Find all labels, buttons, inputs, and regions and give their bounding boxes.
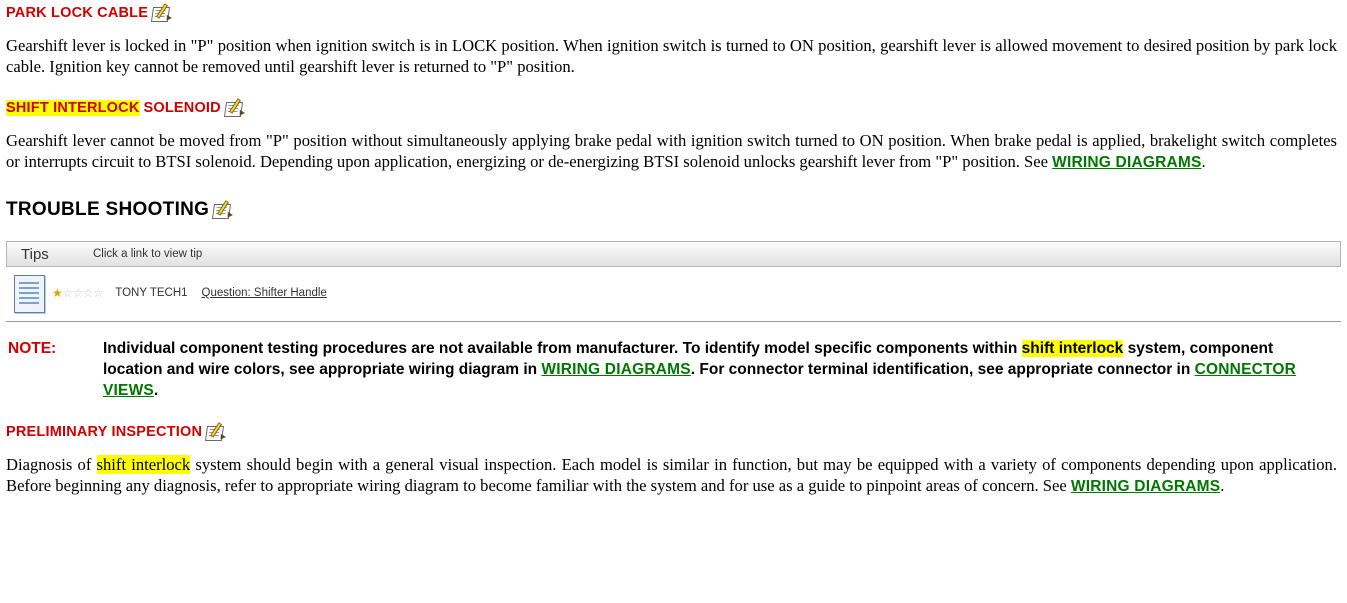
prelim-highlight-1: shift interlock bbox=[96, 455, 191, 474]
link-wiring-diagrams[interactable]: WIRING DIAGRAMS bbox=[1052, 153, 1202, 171]
heading-trouble-shooting-label: TROUBLE SHOOTING bbox=[6, 199, 210, 220]
note-text-1: Individual component testing procedures are not available from manufacturer. To identify model specific components within bbox=[103, 340, 1022, 357]
paragraph-park-lock-cable: Gearshift lever is locked in "P" position when ignition switch is in LOCK position. When ignition switch is turned to ON position, gearshift lever is allowed movement to desired position by park lock cable. Ignition key cannot be removed until gearshift lever is returned to "P" position. bbox=[6, 36, 1337, 76]
paragraph-shift-interlock-period: . bbox=[1201, 151, 1206, 171]
paragraph-shift-interlock-solenoid bbox=[0, 131, 1347, 173]
tip-rating-filled: ★ bbox=[52, 286, 63, 300]
prelim-text-3: . bbox=[1220, 475, 1225, 495]
heading-shift-interlock-highlight: SHIFT INTERLOCK bbox=[6, 100, 140, 116]
note-label: NOTE: bbox=[8, 340, 57, 357]
heading-trouble-shooting bbox=[0, 199, 1347, 221]
note-pencil-icon[interactable] bbox=[206, 423, 228, 441]
link-connector-views[interactable]: CONNECTOR VIEWS bbox=[103, 361, 1297, 399]
heading-preliminary-inspection-label: PRELIMINARY INSPECTION bbox=[6, 424, 203, 440]
heading-shift-interlock-solenoid bbox=[0, 99, 1347, 117]
tips-bar bbox=[6, 241, 1341, 267]
link-wiring-diagrams[interactable]: WIRING DIAGRAMS bbox=[1070, 477, 1221, 495]
note-text-3: . For connector terminal identification, see appropriate connector in bbox=[690, 361, 1195, 378]
note-block bbox=[0, 338, 1347, 401]
note-pencil-icon[interactable] bbox=[213, 201, 235, 219]
tip-rating-empty: ☆☆☆☆ bbox=[62, 286, 104, 300]
tip-question-link[interactable]: Question: Shifter Handle bbox=[201, 287, 327, 299]
tip-list-item[interactable] bbox=[0, 267, 1347, 319]
note-text-4: . bbox=[153, 382, 159, 399]
note-pencil-icon[interactable] bbox=[225, 99, 247, 117]
tips-title: Tips bbox=[21, 245, 49, 263]
heading-park-lock-cable-label: PARK LOCK CABLE bbox=[6, 5, 149, 21]
tips-hint: Click a link to view tip bbox=[93, 248, 203, 260]
link-wiring-diagrams[interactable]: WIRING DIAGRAMS bbox=[541, 361, 691, 378]
note-body bbox=[103, 338, 1347, 401]
note-text-2: system, component location and wire colors, see appropriate wiring diagram in bbox=[103, 340, 1274, 378]
heading-preliminary-inspection bbox=[0, 423, 1347, 441]
note-highlight-1: shift interlock bbox=[1021, 340, 1124, 357]
divider bbox=[6, 321, 1341, 322]
heading-shift-interlock-rest: SOLENOID bbox=[143, 100, 221, 116]
paragraph-preliminary-inspection bbox=[0, 455, 1347, 497]
heading-park-lock-cable bbox=[0, 0, 1347, 22]
tip-author: TONY TECH1 bbox=[115, 287, 188, 299]
document-icon bbox=[12, 273, 46, 313]
prelim-text-2: system should begin with a general visual inspection. Each model is similar in function, but may be equipped with a variety of components depending upon application. Before beginning any diagnosis, refer to appropriate wiring diagram to become familiar with the system and for use as a guide to pinpoint areas of concern. See bbox=[6, 455, 1338, 495]
prelim-text-1: Diagnosis of bbox=[6, 455, 97, 474]
paragraph-shift-interlock-text: Gearshift lever cannot be moved from "P" position without simultaneously applying brake pedal with ignition switch turned to ON position. When brake pedal is applied, brakelight switch completes or interrupts circuit to BTSI solenoid. Depending upon application, energizing or de-energizing BTSI solenoid unlocks gearshift lever from "P" position. See bbox=[6, 131, 1337, 171]
tip-rating bbox=[52, 286, 103, 300]
note-pencil-icon[interactable] bbox=[152, 4, 174, 22]
